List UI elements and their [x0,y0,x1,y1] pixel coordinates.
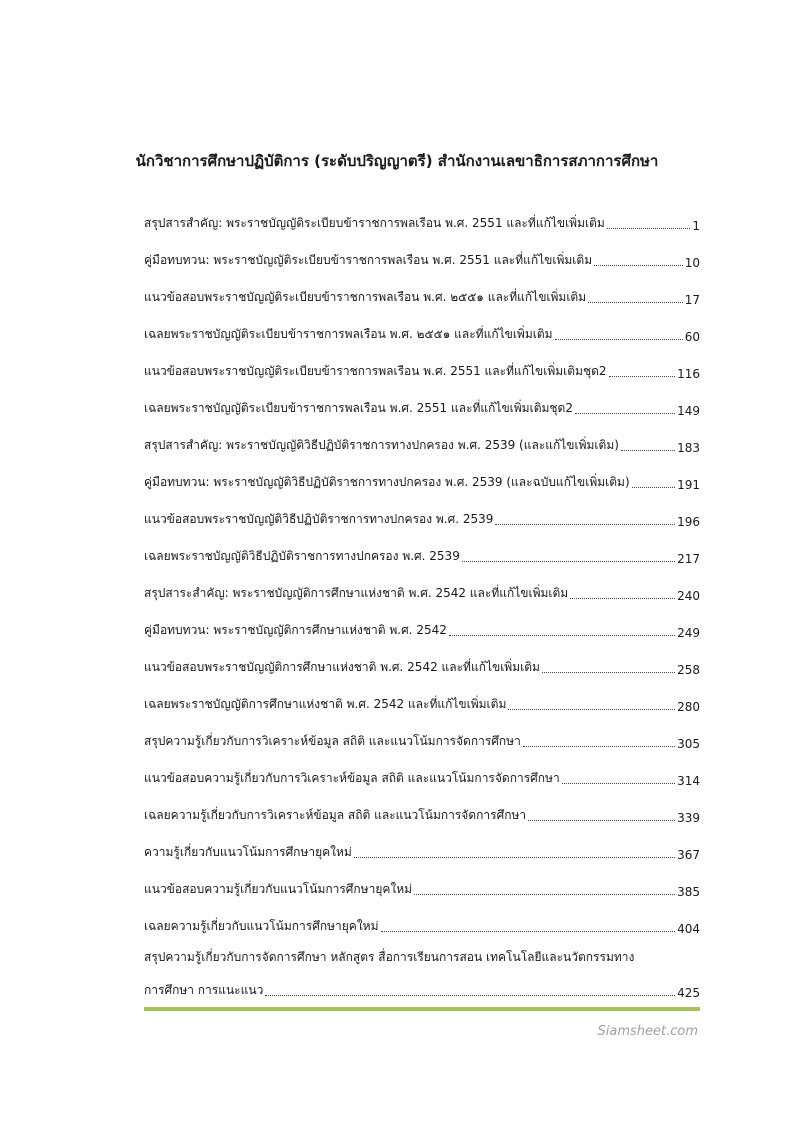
toc-entry-page: 240 [677,589,700,603]
toc-entry[interactable] [144,418,700,455]
toc-entry-page: 10 [684,256,700,270]
toc-entry-page: 305 [677,737,700,751]
dot-leader [575,413,675,414]
toc-entry-title: แนวข้อสอบพระราชบัญญัติการศึกษาแห่งชาติ พ.ศ. 2542 และที่แก้ไขเพิ่มเติม [144,660,540,674]
toc-entry[interactable] [144,862,700,899]
toc-entry-title: สรุปความรู้เกี่ยวกับการวิเคราะห์ข้อมูล สถิติ และแนวโน้มการจัดการศึกษา [144,734,521,748]
toc-entry[interactable] [144,233,700,270]
table-of-contents [144,196,700,1000]
toc-entry-page: 217 [677,552,700,566]
toc-entry-title-line2: การศึกษา การแนะแนว [144,983,264,997]
toc-entry-title: เฉลยพระราชบัญญัติระเบียบข้าราชการพลเรือน พ.ศ. 2551 และที่แก้ไขเพิ่มเติมชุด2 [144,401,573,415]
toc-entry-title: เฉลยความรู้เกี่ยวกับการวิเคราะห์ข้อมูล สถิติ และแนวโน้มการจัดการศึกษา [144,808,527,822]
toc-entry[interactable] [144,640,700,677]
footer-rule [144,1007,700,1011]
dot-leader [609,376,676,377]
toc-entry[interactable] [144,270,700,307]
toc-entry[interactable] [144,788,700,825]
toc-entry-title: เฉลยความรู้เกี่ยวกับแนวโน้มการศึกษายุคใหม่ [144,919,379,933]
toc-entry-page: 404 [677,922,700,936]
toc-entry-page: 1 [692,219,700,233]
toc-entry-title: ความรู้เกี่ยวกับแนวโน้มการศึกษายุคใหม่ [144,845,352,859]
dot-leader [508,709,675,710]
dot-leader [562,783,675,784]
toc-entry[interactable] [144,344,700,381]
toc-entry[interactable] [144,714,700,751]
toc-entry[interactable] [144,381,700,418]
dot-leader [632,487,675,488]
toc-entry-title: แนวข้อสอบพระราชบัญญัติวิธีปฏิบัติราชการทางปกครอง พ.ศ. 2539 [144,512,494,526]
toc-entry-title: เฉลยพระราชบัญญัติวิธีปฏิบัติราชการทางปกครอง พ.ศ. 2539 [144,549,460,563]
toc-entry-page: 367 [677,848,700,862]
dot-leader [607,228,691,229]
toc-entry-page: 17 [684,293,700,307]
toc-entry[interactable] [144,677,700,714]
dot-leader [594,265,683,266]
toc-entry-page: 149 [677,404,700,418]
toc-entry-page: 385 [677,885,700,899]
toc-entry-title-line1: สรุปความรู้เกี่ยวกับการจัดการศึกษา หลักสูตร สื่อการเรียนการสอน เทคโนโลยีและนวัตกรรมทาง [144,950,635,964]
toc-entry-page: 280 [677,700,700,714]
toc-entry-page: 314 [677,774,700,788]
dot-leader [354,857,675,858]
dot-leader [495,524,675,525]
toc-entry[interactable] [144,825,700,862]
dot-leader [523,746,675,747]
toc-entry-title: แนวข้อสอบความรู้เกี่ยวกับการวิเคราะห์ข้อมูล สถิติ และแนวโน้มการจัดการศึกษา [144,771,560,785]
dot-leader [265,995,675,996]
dot-leader [528,820,675,821]
toc-entry-page: 191 [677,478,700,492]
toc-entry-page: 183 [677,441,700,455]
toc-entry-page: 196 [677,515,700,529]
toc-entry-multiline[interactable] [144,944,700,1000]
toc-entry[interactable] [144,751,700,788]
toc-entry[interactable] [144,492,700,529]
dot-leader [381,931,676,932]
toc-entry-page: 60 [684,330,700,344]
toc-entry-title: เฉลยพระราชบัญญัติระเบียบข้าราชการพลเรือน พ.ศ. ๒๕๕๑ และที่แก้ไขเพิ่มเติม [144,327,553,341]
toc-entry-title: คู่มือทบทวน: พระราชบัญญัติการศึกษาแห่งชาติ พ.ศ. 2542 [144,623,447,637]
toc-entry[interactable] [144,196,700,233]
toc-entry-title: แนวข้อสอบพระราชบัญญัติระเบียบข้าราชการพลเรือน พ.ศ. 2551 และที่แก้ไขเพิ่มเติมชุด2 [144,364,607,378]
toc-entry-title: สรุปสาระสำคัญ: พระราชบัญญัติการศึกษาแห่งชาติ พ.ศ. 2542 และที่แก้ไขเพิ่มเติม [144,586,569,600]
toc-entry-title: คู่มือทบทวน: พระราชบัญญัติวิธีปฏิบัติราชการทางปกครอง พ.ศ. 2539 (และฉบับแก้ไขเพิ่มเติม) [144,475,630,489]
toc-entry-page: 258 [677,663,700,677]
footer-brand: Siamsheet.com [597,1024,698,1039]
dot-leader [621,450,675,451]
dot-leader [555,339,683,340]
toc-entry[interactable] [144,455,700,492]
toc-entry[interactable] [144,603,700,640]
toc-entry-page: 339 [677,811,700,825]
toc-entry-title: คู่มือทบทวน: พระราชบัญญัติระเบียบข้าราชการพลเรือน พ.ศ. 2551 และที่แก้ไขเพิ่มเติม [144,253,593,267]
toc-entry-title: เฉลยพระราชบัญญัติการศึกษาแห่งชาติ พ.ศ. 2542 และที่แก้ไขเพิ่มเติม [144,697,507,711]
dot-leader [462,561,675,562]
toc-entry-title: สรุปสารสำคัญ: พระราชบัญญัติระเบียบข้าราชการพลเรือน พ.ศ. 2551 และที่แก้ไขเพิ่มเติม [144,216,605,230]
dot-leader [570,598,675,599]
toc-entry-title: แนวข้อสอบความรู้เกี่ยวกับแนวโน้มการศึกษายุคใหม่ [144,882,413,896]
dot-leader [588,302,683,303]
toc-entry[interactable] [144,566,700,603]
toc-entry-page: 249 [677,626,700,640]
toc-entry[interactable] [144,899,700,936]
toc-entry[interactable] [144,529,700,566]
page-title: นักวิชาการศึกษาปฏิบัติการ (ระดับปริญญาตรี) สำนักงานเลขาธิการสภาการศึกษา [135,152,659,170]
toc-entry-title: แนวข้อสอบพระราชบัญญัติระเบียบข้าราชการพลเรือน พ.ศ. ๒๕๕๑ และที่แก้ไขเพิ่มเติม [144,290,587,304]
dot-leader [414,894,675,895]
toc-entry-page: 116 [677,367,700,381]
toc-entry-page: 425 [677,986,700,1000]
toc-entry[interactable] [144,307,700,344]
dot-leader [449,635,675,636]
toc-entry-title: สรุปสารสำคัญ: พระราชบัญญัติวิธีปฏิบัติราชการทางปกครอง พ.ศ. 2539 (และแก้ไขเพิ่มเติม) [144,438,619,452]
dot-leader [542,672,675,673]
